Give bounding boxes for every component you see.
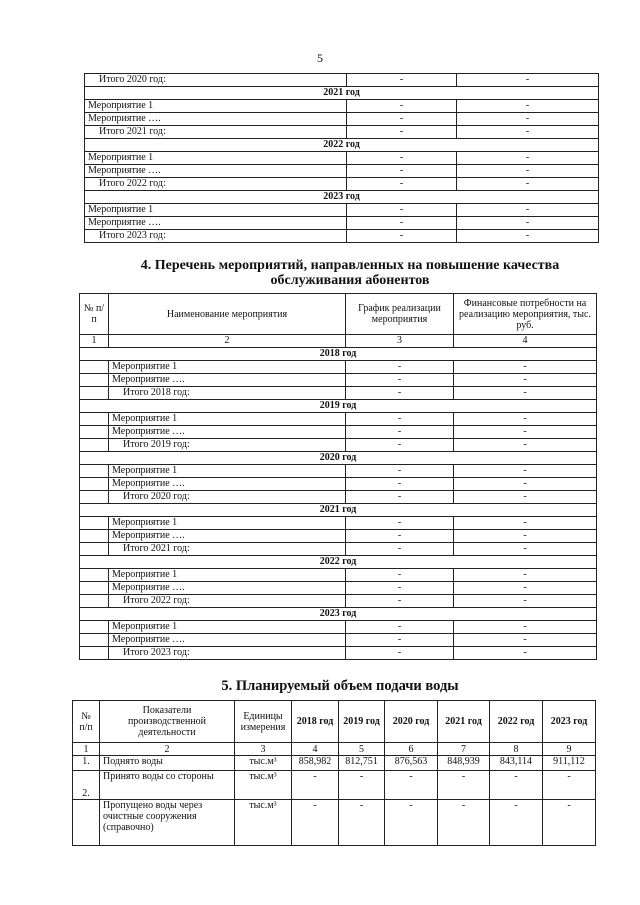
column-header: 2023 год [543, 701, 596, 743]
measure-row [80, 582, 597, 595]
number-cell [80, 530, 109, 543]
schedule-cell: - [347, 204, 457, 217]
schedule-cell: - [347, 152, 457, 165]
schedule-cell: - [346, 530, 454, 543]
schedule-cell: - [347, 74, 457, 87]
financing-cell: - [457, 113, 599, 126]
financing-cell: - [454, 569, 597, 582]
financing-cell: - [457, 100, 599, 113]
unit-cell: тыс.м³ [235, 800, 292, 846]
measure-label: Мероприятие …. [109, 530, 346, 543]
measure-row [80, 478, 597, 491]
financing-cell: - [454, 374, 597, 387]
number-cell [80, 595, 109, 608]
financing-cell: - [454, 439, 597, 452]
value-cell: - [385, 771, 438, 800]
value-cell: - [339, 800, 385, 846]
financing-cell: - [454, 647, 597, 660]
value-cell: - [438, 771, 490, 800]
unit-cell: тыс.м³ [235, 756, 292, 771]
measure-label: Мероприятие …. [85, 217, 347, 230]
measure-row [85, 217, 599, 230]
measure-label: Итого 2019 год: [109, 439, 346, 452]
year-row [85, 87, 599, 100]
year-label: 2018 год [80, 348, 597, 361]
total-row [85, 126, 599, 139]
column-header: 2020 год [385, 701, 438, 743]
measure-label: Мероприятие …. [85, 113, 347, 126]
measure-row [80, 634, 597, 647]
number-cell [80, 647, 109, 660]
value-cell: 911,112 [543, 756, 596, 771]
schedule-cell: - [346, 439, 454, 452]
year-row [80, 504, 597, 517]
measure-label: Мероприятие 1 [109, 465, 346, 478]
measure-label: Мероприятие 1 [85, 152, 347, 165]
number-cell [80, 361, 109, 374]
financing-cell: - [454, 530, 597, 543]
total-row [80, 439, 597, 452]
value-cell: - [490, 800, 543, 846]
number-cell [80, 439, 109, 452]
measure-label: Итого 2023 год: [85, 230, 347, 243]
schedule-cell: - [346, 374, 454, 387]
schedule-cell: - [347, 217, 457, 230]
measure-label: Мероприятие …. [109, 634, 346, 647]
measure-label: Итого 2022 год: [109, 595, 346, 608]
financing-cell: - [454, 426, 597, 439]
measure-row [80, 374, 597, 387]
total-row [85, 230, 599, 243]
financing-cell: - [457, 152, 599, 165]
service-quality-measures-table [79, 293, 597, 660]
column-number: 2 [109, 335, 346, 348]
measure-label: Мероприятие …. [109, 582, 346, 595]
measure-label: Мероприятие …. [109, 374, 346, 387]
number-cell [80, 543, 109, 556]
measure-label: Мероприятие …. [109, 478, 346, 491]
year-label: 2023 год [80, 608, 597, 621]
measure-row [85, 152, 599, 165]
page-number: 5 [317, 51, 323, 65]
number-cell [80, 478, 109, 491]
indicator-name: Принято воды со стороны [100, 771, 235, 800]
schedule-cell: - [346, 465, 454, 478]
year-row [80, 452, 597, 465]
value-cell: - [543, 800, 596, 846]
financing-cell: - [454, 621, 597, 634]
measure-row [85, 100, 599, 113]
total-row [80, 595, 597, 608]
row-number [73, 800, 100, 846]
measure-row [80, 530, 597, 543]
schedule-cell: - [346, 517, 454, 530]
column-number: 9 [543, 743, 596, 756]
measure-label: Мероприятие 1 [109, 569, 346, 582]
financing-cell: - [454, 491, 597, 504]
measure-label: Мероприятие 1 [85, 100, 347, 113]
measure-row [80, 465, 597, 478]
column-header: Показатели производственной деятельности [100, 701, 235, 743]
total-row [85, 74, 599, 87]
value-cell: 858,982 [292, 756, 339, 771]
indicator-row [73, 800, 596, 846]
measure-label: Итого 2021 год: [85, 126, 347, 139]
schedule-cell: - [346, 647, 454, 660]
schedule-cell: - [347, 178, 457, 191]
row-number: 2. [73, 771, 100, 800]
measure-row [80, 517, 597, 530]
measure-label: Итого 2022 год: [85, 178, 347, 191]
number-cell [80, 374, 109, 387]
measure-label: Итого 2018 год: [109, 387, 346, 400]
column-number: 4 [454, 335, 597, 348]
schedule-cell: - [346, 478, 454, 491]
financing-cell: - [457, 165, 599, 178]
financing-cell: - [454, 595, 597, 608]
year-label: 2021 год [80, 504, 597, 517]
measures-table-continued [84, 73, 599, 243]
year-row [85, 139, 599, 152]
header-schedule: График реализации мероприятия [346, 294, 454, 335]
schedule-cell: - [346, 634, 454, 647]
schedule-cell: - [346, 569, 454, 582]
year-label: 2022 год [80, 556, 597, 569]
column-number: 5 [339, 743, 385, 756]
financing-cell: - [457, 217, 599, 230]
financing-cell: - [454, 582, 597, 595]
year-label: 2019 год [80, 400, 597, 413]
financing-cell: - [454, 465, 597, 478]
number-cell [80, 634, 109, 647]
number-cell [80, 582, 109, 595]
total-row [80, 543, 597, 556]
measure-row [80, 426, 597, 439]
measure-row [80, 569, 597, 582]
indicator-name: Пропущено воды через очистные сооружения (справочно) [100, 800, 235, 846]
column-number: 2 [100, 743, 235, 756]
measure-label: Итого 2020 год: [85, 74, 347, 87]
column-header: 2019 год [339, 701, 385, 743]
section-5-heading: 5. Планируемый объем подачи воды [221, 678, 459, 694]
measure-label: Мероприятие 1 [109, 413, 346, 426]
measure-label: Мероприятие …. [109, 426, 346, 439]
value-cell: - [385, 800, 438, 846]
total-row [85, 178, 599, 191]
financing-cell: - [454, 413, 597, 426]
year-label: 2023 год [85, 191, 599, 204]
number-cell [80, 387, 109, 400]
column-number: 4 [292, 743, 339, 756]
column-header: № п/п [73, 701, 100, 743]
measure-label: Итого 2020 год: [109, 491, 346, 504]
header-measure-name: Наименование мероприятия [109, 294, 346, 335]
measure-row [85, 204, 599, 217]
column-header: 2021 год [438, 701, 490, 743]
value-cell: 876,563 [385, 756, 438, 771]
measure-label: Мероприятие …. [85, 165, 347, 178]
schedule-cell: - [347, 113, 457, 126]
measure-label: Итого 2023 год: [109, 647, 346, 660]
value-cell: 848,939 [438, 756, 490, 771]
schedule-cell: - [346, 426, 454, 439]
measure-label: Мероприятие 1 [109, 361, 346, 374]
schedule-cell: - [347, 165, 457, 178]
column-number: 1 [80, 335, 109, 348]
value-cell: - [292, 800, 339, 846]
column-number: 3 [346, 335, 454, 348]
water-supply-volume-table [72, 700, 596, 846]
value-cell: - [490, 771, 543, 800]
schedule-cell: - [346, 387, 454, 400]
column-number: 7 [438, 743, 490, 756]
year-row [80, 400, 597, 413]
column-header: Единицы измерения [235, 701, 292, 743]
year-label: 2022 год [85, 139, 599, 152]
header-financial-needs: Финансовые потребности на реализацию мероприятия, тыс. руб. [454, 294, 597, 335]
value-cell: 843,114 [490, 756, 543, 771]
measure-label: Мероприятие 1 [85, 204, 347, 217]
schedule-cell: - [347, 100, 457, 113]
schedule-cell: - [346, 582, 454, 595]
schedule-cell: - [347, 230, 457, 243]
number-cell [80, 517, 109, 530]
year-row [80, 556, 597, 569]
financing-cell: - [457, 230, 599, 243]
number-cell [80, 426, 109, 439]
total-row [80, 491, 597, 504]
schedule-cell: - [346, 361, 454, 374]
value-cell: - [292, 771, 339, 800]
column-header: 2018 год [292, 701, 339, 743]
financing-cell: - [454, 478, 597, 491]
financing-cell: - [457, 126, 599, 139]
number-cell [80, 569, 109, 582]
financing-cell: - [457, 74, 599, 87]
schedule-cell: - [346, 413, 454, 426]
header-number: № п/п [80, 294, 109, 335]
financing-cell: - [457, 178, 599, 191]
year-row [80, 348, 597, 361]
measure-row [85, 113, 599, 126]
financing-cell: - [457, 204, 599, 217]
measure-row [85, 165, 599, 178]
column-number: 1 [73, 743, 100, 756]
total-row [80, 387, 597, 400]
financing-cell: - [454, 361, 597, 374]
schedule-cell: - [347, 126, 457, 139]
financing-cell: - [454, 543, 597, 556]
measure-row [80, 621, 597, 634]
indicator-row [73, 756, 596, 771]
schedule-cell: - [346, 621, 454, 634]
unit-cell: тыс.м³ [235, 771, 292, 800]
column-header: 2022 год [490, 701, 543, 743]
measure-label: Мероприятие 1 [109, 517, 346, 530]
measure-label: Итого 2021 год: [109, 543, 346, 556]
year-row [80, 608, 597, 621]
column-number: 6 [385, 743, 438, 756]
indicator-name: Поднято воды [100, 756, 235, 771]
measure-row [80, 361, 597, 374]
schedule-cell: - [346, 491, 454, 504]
total-row [80, 647, 597, 660]
section-4-heading: 4. Перечень мероприятий, направленных на повышение качества обслуживания абонентов [140, 258, 560, 288]
financing-cell: - [454, 634, 597, 647]
value-cell: 812,751 [339, 756, 385, 771]
schedule-cell: - [346, 595, 454, 608]
number-cell [80, 621, 109, 634]
year-label: 2021 год [85, 87, 599, 100]
year-label: 2020 год [80, 452, 597, 465]
financing-cell: - [454, 387, 597, 400]
financing-cell: - [454, 517, 597, 530]
measure-row [80, 413, 597, 426]
year-row [85, 191, 599, 204]
value-cell: - [339, 771, 385, 800]
column-number: 3 [235, 743, 292, 756]
number-cell [80, 413, 109, 426]
schedule-cell: - [346, 543, 454, 556]
value-cell: - [438, 800, 490, 846]
value-cell: - [543, 771, 596, 800]
indicator-row [73, 771, 596, 800]
measure-label: Мероприятие 1 [109, 621, 346, 634]
number-cell [80, 465, 109, 478]
number-cell [80, 491, 109, 504]
column-number: 8 [490, 743, 543, 756]
row-number: 1. [73, 756, 100, 771]
